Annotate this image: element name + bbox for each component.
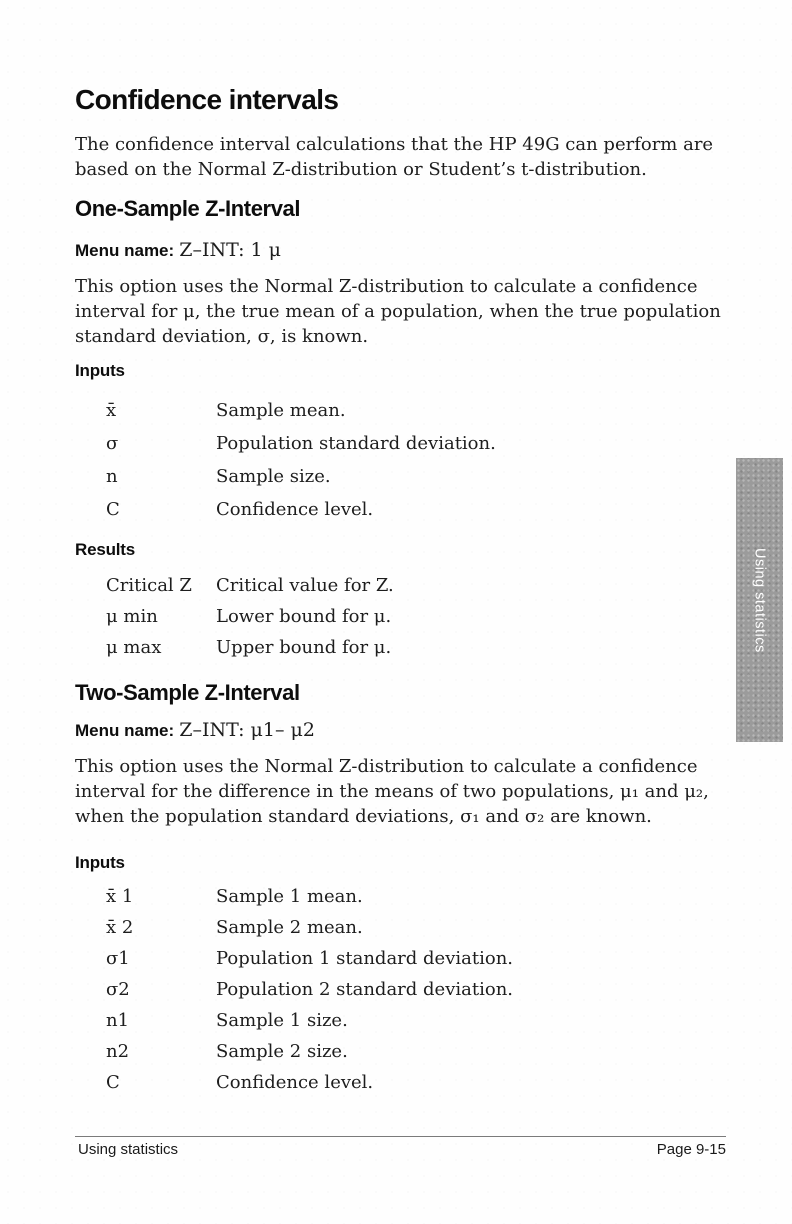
- table-row: [106, 431, 496, 456]
- input-symbol: n: [106, 466, 118, 487]
- input-description: Confidence level.: [216, 499, 374, 520]
- input-symbol: n2: [106, 1041, 130, 1062]
- input-symbol: C: [106, 499, 120, 520]
- input-description: Sample 2 mean.: [216, 917, 363, 938]
- result-description: Upper bound for μ.: [216, 637, 392, 658]
- table-row: [106, 1070, 513, 1095]
- footer-page-number: Page 9-15: [656, 1141, 726, 1158]
- inputs-heading: Inputs: [75, 853, 125, 872]
- section-description: [75, 754, 709, 829]
- input-symbol: x̄ 2: [106, 917, 134, 938]
- result-description: Lower bound for μ.: [216, 606, 392, 627]
- table-row: [106, 398, 496, 423]
- description-line: This option uses the Normal Z-distribution to calculate a confidence: [75, 276, 698, 297]
- result-symbol: Critical Z: [106, 575, 192, 596]
- table-row: [106, 464, 496, 489]
- table-row: [106, 977, 513, 1002]
- section-description: [75, 274, 721, 349]
- menu-name-label: Menu name:: [75, 241, 175, 260]
- input-description: Population 1 standard deviation.: [216, 948, 514, 969]
- input-symbol: C: [106, 1072, 120, 1093]
- description-line: interval for the difference in the means of two populations, μ₁ and μ₂,: [75, 781, 709, 802]
- table-row: [106, 946, 513, 971]
- input-description: Sample 1 size.: [216, 1010, 348, 1031]
- inputs-table: [106, 884, 513, 1101]
- table-row: [106, 573, 394, 598]
- input-symbol: σ2: [106, 979, 130, 1000]
- table-row: [106, 604, 394, 629]
- input-description: Population standard deviation.: [216, 433, 496, 454]
- chapter-side-tab: [736, 458, 783, 742]
- inputs-table: [106, 398, 496, 530]
- result-description: Critical value for Z.: [216, 575, 394, 596]
- results-table: [106, 573, 394, 666]
- menu-name-value: Z–INT: 1 μ: [179, 239, 282, 261]
- section-heading-two-sample: Two-Sample Z-Interval: [75, 680, 300, 705]
- description-line: interval for μ, the true mean of a population, when the true population: [75, 301, 721, 322]
- intro-line: based on the Normal Z-distribution or Student’s t-distribution.: [75, 159, 647, 180]
- input-symbol: n1: [106, 1010, 130, 1031]
- result-symbol: μ min: [106, 606, 158, 627]
- intro-paragraph: [75, 132, 713, 182]
- page-title: Confidence intervals: [75, 84, 339, 115]
- input-description: Confidence level.: [216, 1072, 374, 1093]
- input-description: Sample mean.: [216, 400, 346, 421]
- input-description: Population 2 standard deviation.: [216, 979, 514, 1000]
- input-description: Sample 2 size.: [216, 1041, 348, 1062]
- input-symbol: x̄: [106, 400, 117, 421]
- section-heading-one-sample: One-Sample Z-Interval: [75, 196, 301, 221]
- input-description: Sample 1 mean.: [216, 886, 363, 907]
- inputs-heading: Inputs: [75, 361, 125, 380]
- footer-chapter-title: Using statistics: [78, 1141, 179, 1158]
- menu-name-line: [75, 239, 281, 261]
- description-line: This option uses the Normal Z-distribution to calculate a confidence: [75, 756, 698, 777]
- menu-name-line: [75, 719, 315, 741]
- intro-line: The confidence interval calculations that the HP 49G can perform are: [75, 134, 714, 155]
- results-heading: Results: [75, 540, 136, 559]
- table-row: [106, 915, 513, 940]
- menu-name-label: Menu name:: [75, 721, 175, 740]
- result-symbol: μ max: [106, 637, 162, 658]
- chapter-side-tab-label: Using statistics: [751, 547, 768, 653]
- table-row: [106, 1008, 513, 1033]
- table-row: [106, 497, 496, 522]
- input-symbol: σ: [106, 433, 119, 454]
- input-description: Sample size.: [216, 466, 331, 487]
- footer-divider: [75, 1136, 726, 1137]
- input-symbol: σ1: [106, 948, 130, 969]
- input-symbol: x̄ 1: [106, 886, 134, 907]
- description-line: standard deviation, σ, is known.: [75, 326, 369, 347]
- table-row: [106, 635, 394, 660]
- description-line: when the population standard deviations, σ₁ and σ₂ are known.: [75, 806, 652, 827]
- menu-name-value: Z–INT: μ1– μ2: [179, 719, 315, 741]
- table-row: [106, 1039, 513, 1064]
- table-row: [106, 884, 513, 909]
